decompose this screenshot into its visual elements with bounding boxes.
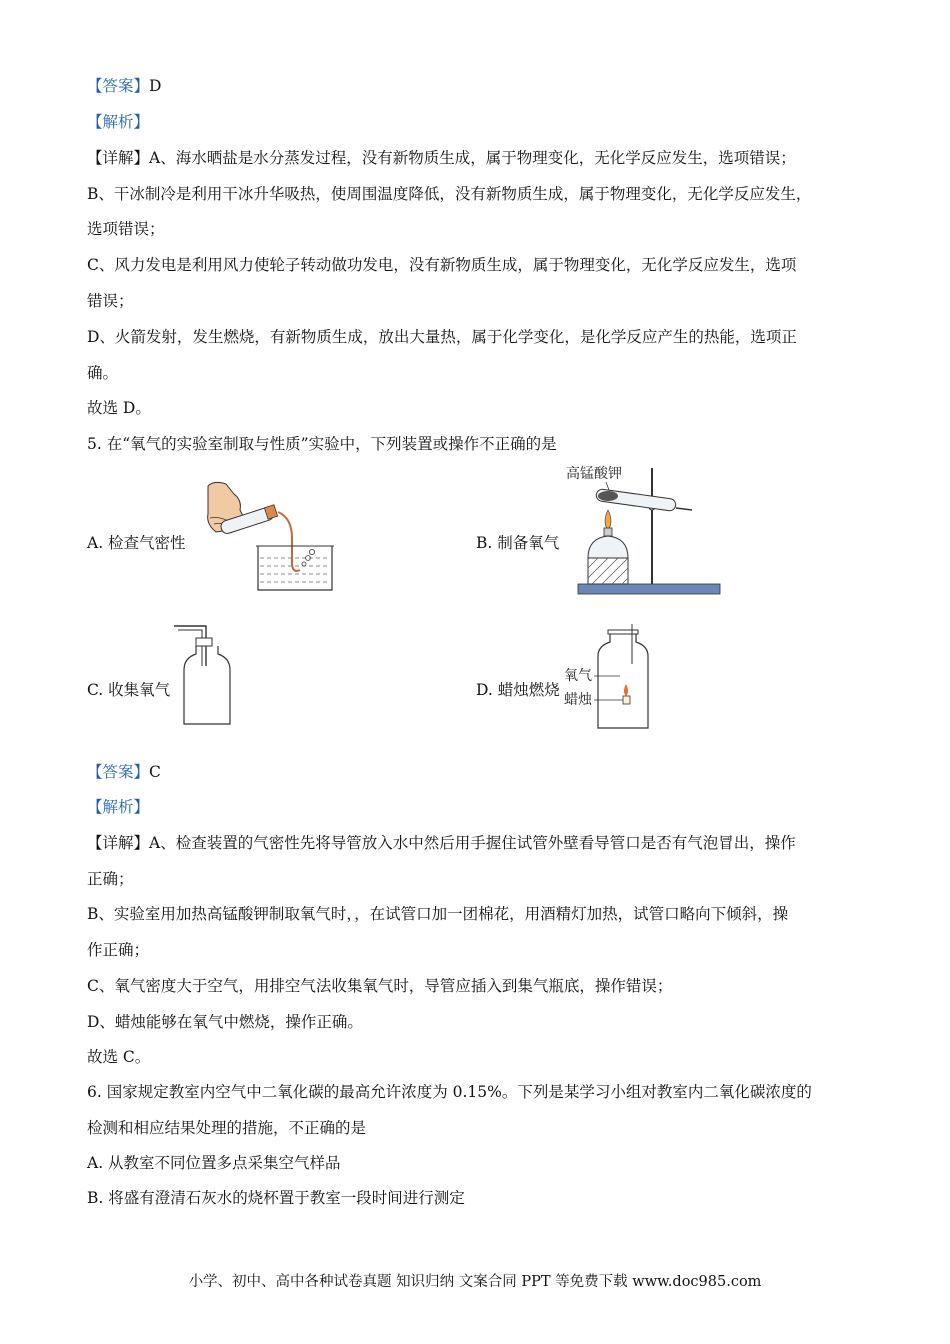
q5-option-d: D. 蜡烛燃烧 — [476, 681, 560, 699]
q5-option-a: A. 检查气密性 — [87, 534, 186, 552]
q4-conclusion: 故选 D。 — [87, 399, 151, 417]
detail-text: A、海水晒盐是水分蒸发过程，没有新物质生成，属于物理变化，无化学反应发生，选项错误； — [149, 149, 796, 167]
answer-tag: 【答案】 — [87, 77, 150, 95]
q4-detail-line-3: C、风力发电是利用风力使轮子转动做功发电，没有新物质生成，属于物理变化，无化学反应发生，选项 — [87, 256, 797, 274]
label-candle: 蜡烛 — [564, 692, 592, 708]
q5-option-b: B. 制备氧气 — [476, 534, 560, 552]
page-footer: 小学、初中、高中各种试卷真题 知识归纳 文案合同 PPT 等免费下载 www.doc985.com — [188, 1274, 762, 1290]
detail-tag: 【详解】 — [87, 149, 150, 167]
q4-detail-line-4: 错误； — [87, 292, 134, 310]
detail-text: A、检查装置的气密性先将导管放入水中然后用手握住试管外壁看导管口是否有气泡冒出，操作 — [149, 834, 796, 852]
q5-stem: 5. 在“氧气的实验室制取与性质”实验中，下列装置或操作不正确的是 — [87, 435, 557, 453]
detail-tag: 【详解】 — [87, 834, 150, 852]
figure-airtightness-check — [200, 478, 310, 598]
q4-detail-line-0 — [87, 148, 796, 168]
answer-tag: 【答案】 — [87, 763, 150, 781]
figure-candle-burning — [562, 620, 662, 732]
q6-stem-line-0: 6. 国家规定教室内空气中二氧化碳的最高允许浓度为 0.15%。下列是某学习小组对教室内二氧化碳浓度的 — [87, 1083, 812, 1101]
q5-detail-line-5: D、蜡烛能够在氧气中燃烧，操作正确。 — [87, 1013, 363, 1031]
q5-detail-line-0 — [87, 833, 796, 853]
figure-prepare-oxygen — [566, 458, 736, 598]
q5-detail-line-2: B、实验室用加热高锰酸钾制取氧气时，，在试管口加一团棉花，用酒精灯加热，试管口略向下倾斜，操 — [87, 905, 789, 923]
q5-detail-line-4: C、氧气密度大于空气，用排空气法收集氧气时，导管应插入到集气瓶底，操作错误； — [87, 977, 673, 995]
q4-detail-line-5: D、火箭发射，发生燃烧，有新物质生成，放出大量热，属于化学变化，是化学反应产生的热能，选项正 — [87, 328, 797, 346]
q4-detail-line-6: 确。 — [87, 364, 119, 382]
q6-stem-line-1: 检测和相应结果处理的措施，不正确的是 — [87, 1119, 367, 1137]
answer-value: D — [149, 77, 162, 95]
q5-answer — [87, 762, 161, 782]
q4-answer — [87, 76, 161, 96]
q6-option-b: B. 将盛有澄清石灰水的烧杯置于教室一段时间进行测定 — [87, 1189, 465, 1207]
label-oxygen: 氧气 — [564, 668, 592, 684]
q5-option-c: C. 收集氧气 — [87, 681, 171, 699]
q4-detail-line-1: B、干冰制冷是利用干冰升华吸热，使周围温度降低，没有新物质生成，属于物理变化，无化学反应发生， — [87, 185, 812, 203]
q6-option-a: A. 从教室不同位置多点采集空气样品 — [87, 1154, 341, 1172]
q4-detail-line-2: 选项错误； — [87, 220, 165, 238]
answer-value: C — [149, 763, 161, 781]
q5-detail-line-1: 正确； — [87, 870, 134, 888]
q5-analysis-tag: 【解析】 — [87, 798, 150, 816]
figure-collect-oxygen — [172, 622, 242, 728]
q4-analysis-tag: 【解析】 — [87, 113, 150, 131]
label-kmno4: 高锰酸钾 — [566, 466, 622, 482]
q5-detail-line-3: 作正确； — [87, 941, 150, 959]
q5-conclusion: 故选 C。 — [87, 1048, 151, 1066]
